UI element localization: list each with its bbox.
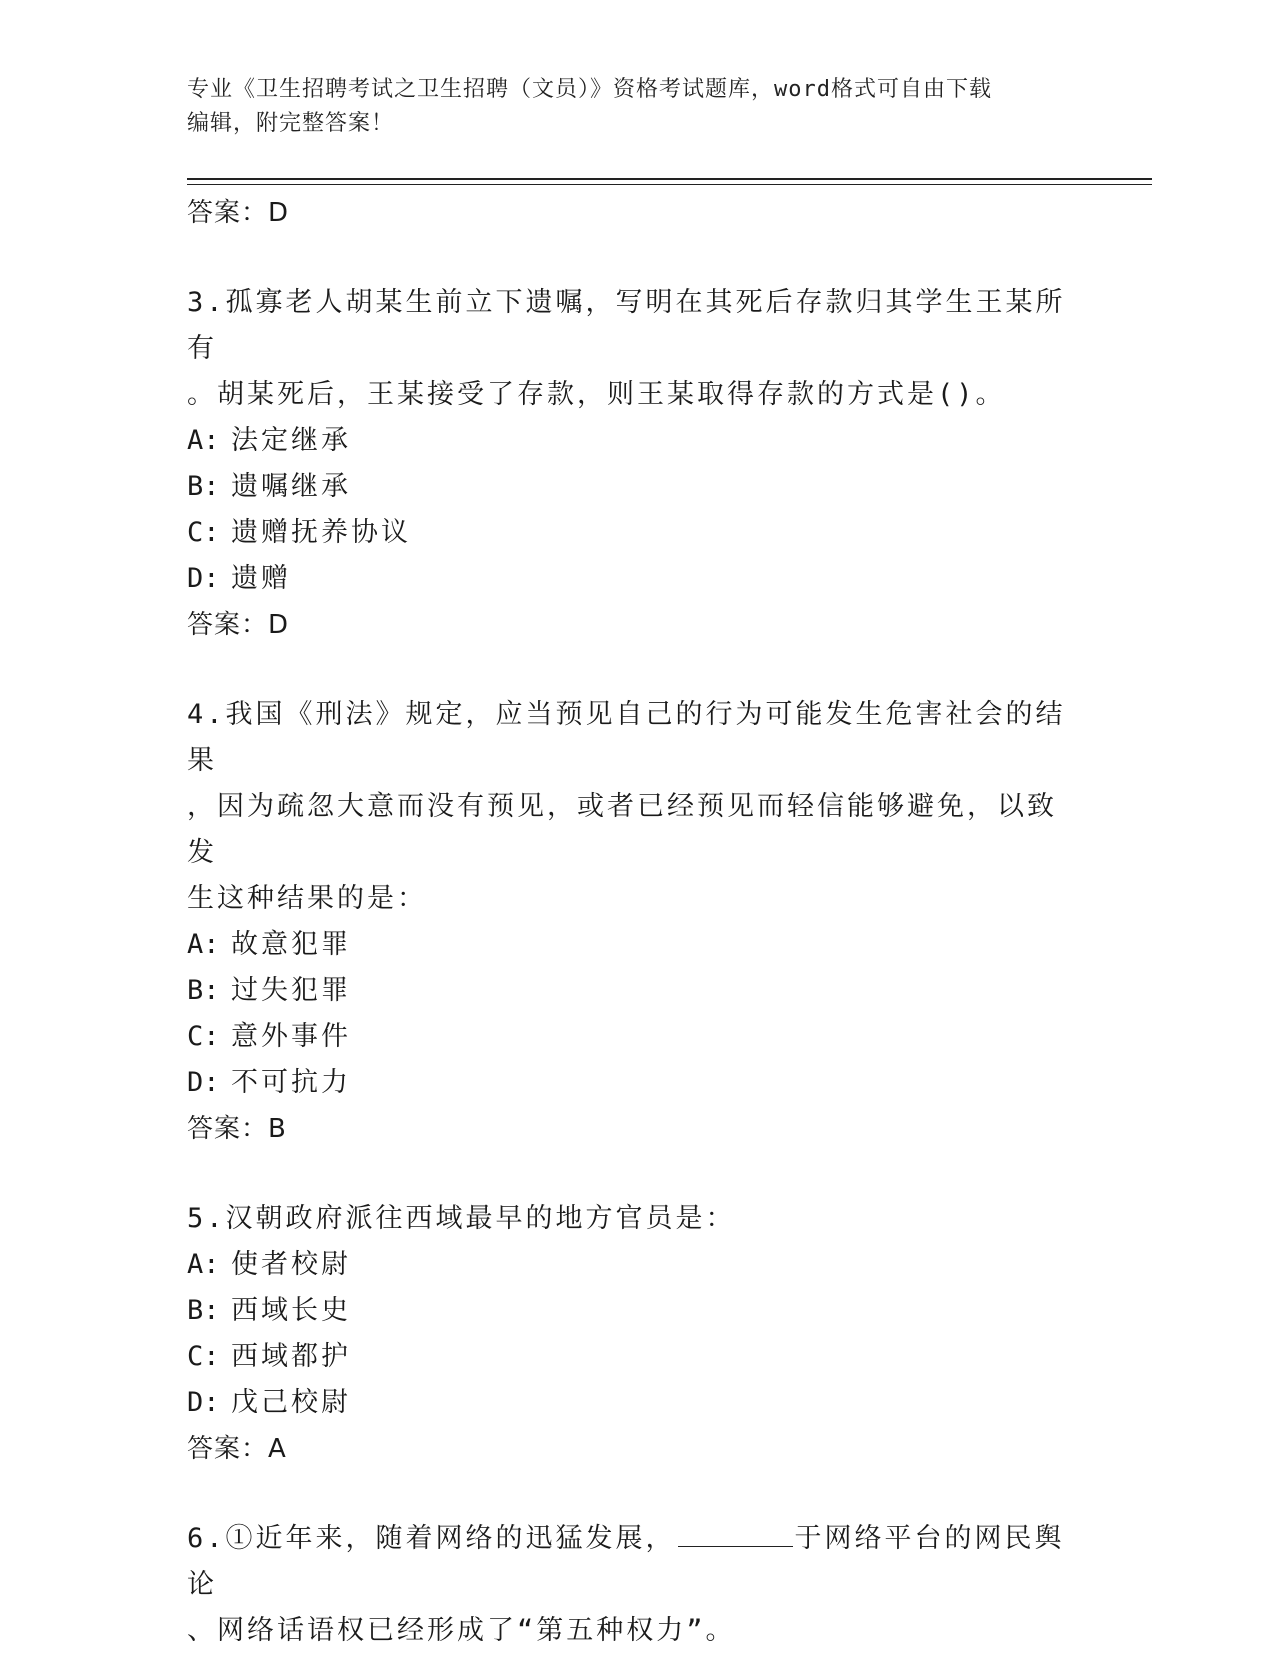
option-text: 遗嘱继承 <box>231 471 351 502</box>
option-text: 过失犯罪 <box>231 975 351 1006</box>
question-text-line: 4.我国《刑法》规定，应当预见自己的行为可能发生危害社会的结果 <box>187 699 1066 776</box>
question-6 <box>187 1516 1067 1654</box>
question-text <box>187 1516 1067 1654</box>
option-a <box>187 922 1067 968</box>
question-4 <box>187 692 1067 1152</box>
question-text-line: 于网络平台的网民舆论 <box>187 1523 1065 1600</box>
option-text: 西域都护 <box>231 1341 351 1372</box>
option-letter: D: <box>187 1387 220 1418</box>
option-c <box>187 1334 1067 1380</box>
option-text: 戊己校尉 <box>231 1387 351 1418</box>
option-b <box>187 464 1067 510</box>
document-header <box>187 73 1067 141</box>
option-d <box>187 556 1067 602</box>
option-a <box>187 1242 1067 1288</box>
option-a <box>187 418 1067 464</box>
question-text-line: 。胡某死后，王某接受了存款，则王某取得存款的方式是()。 <box>187 379 1006 410</box>
option-text: 意外事件 <box>231 1021 351 1052</box>
option-letter: A: <box>187 929 220 960</box>
option-text: 法定继承 <box>231 425 351 456</box>
option-letter: C: <box>187 517 220 548</box>
option-letter: B: <box>187 1295 220 1326</box>
fill-in-blank <box>678 1516 793 1547</box>
option-letter: C: <box>187 1341 220 1372</box>
question-text-line: 、网络话语权已经形成了“第五种权力”。 <box>187 1615 736 1646</box>
option-text: 故意犯罪 <box>231 929 351 960</box>
header-line-1: 专业《卫生招聘考试之卫生招聘（文员）》资格考试题库，word格式可自由下载 <box>187 77 992 102</box>
option-d <box>187 1060 1067 1106</box>
question-text-line: 生这种结果的是： <box>187 883 427 914</box>
option-text: 使者校尉 <box>231 1249 351 1280</box>
question-text-line: 6.①近年来，随着网络的迅猛发展， <box>187 1523 676 1554</box>
option-d <box>187 1380 1067 1426</box>
option-letter: B: <box>187 975 220 1006</box>
option-c <box>187 1014 1067 1060</box>
option-letter: A: <box>187 425 220 456</box>
question-text <box>187 280 1067 418</box>
option-letter: D: <box>187 1067 220 1098</box>
question-text-line: 3.孤寡老人胡某生前立下遗嘱，写明在其死后存款归其学生王某所有 <box>187 287 1066 364</box>
answer-line: 答案：D <box>187 198 290 228</box>
option-text: 不可抗力 <box>231 1067 351 1098</box>
question-3 <box>187 280 1067 648</box>
header-divider-thick <box>187 178 1152 180</box>
answer-line: 答案：A <box>187 1434 287 1464</box>
option-text: 遗赠抚养协议 <box>231 517 411 548</box>
option-b <box>187 968 1067 1014</box>
question-text <box>187 1196 1067 1242</box>
option-letter: D: <box>187 563 220 594</box>
option-letter: A: <box>187 1249 220 1280</box>
option-letter: B: <box>187 471 220 502</box>
option-text: 西域长史 <box>231 1295 351 1326</box>
header-line-2: 编辑，附完整答案！ <box>187 111 395 136</box>
question-text-line: ，因为疏忽大意而没有预见，或者已经预见而轻信能够避免，以致发 <box>187 791 1057 868</box>
answer-line: 答案：B <box>187 1114 287 1144</box>
question-list <box>187 190 1067 1654</box>
answer-line: 答案：D <box>187 610 290 640</box>
question-5 <box>187 1196 1067 1472</box>
question-text-line: 5.汉朝政府派往西域最早的地方官员是： <box>187 1203 736 1234</box>
option-b <box>187 1288 1067 1334</box>
option-text: 遗赠 <box>231 563 291 594</box>
option-letter: C: <box>187 1021 220 1052</box>
option-c <box>187 510 1067 556</box>
question-text <box>187 692 1067 922</box>
header-divider-thin <box>187 184 1152 185</box>
